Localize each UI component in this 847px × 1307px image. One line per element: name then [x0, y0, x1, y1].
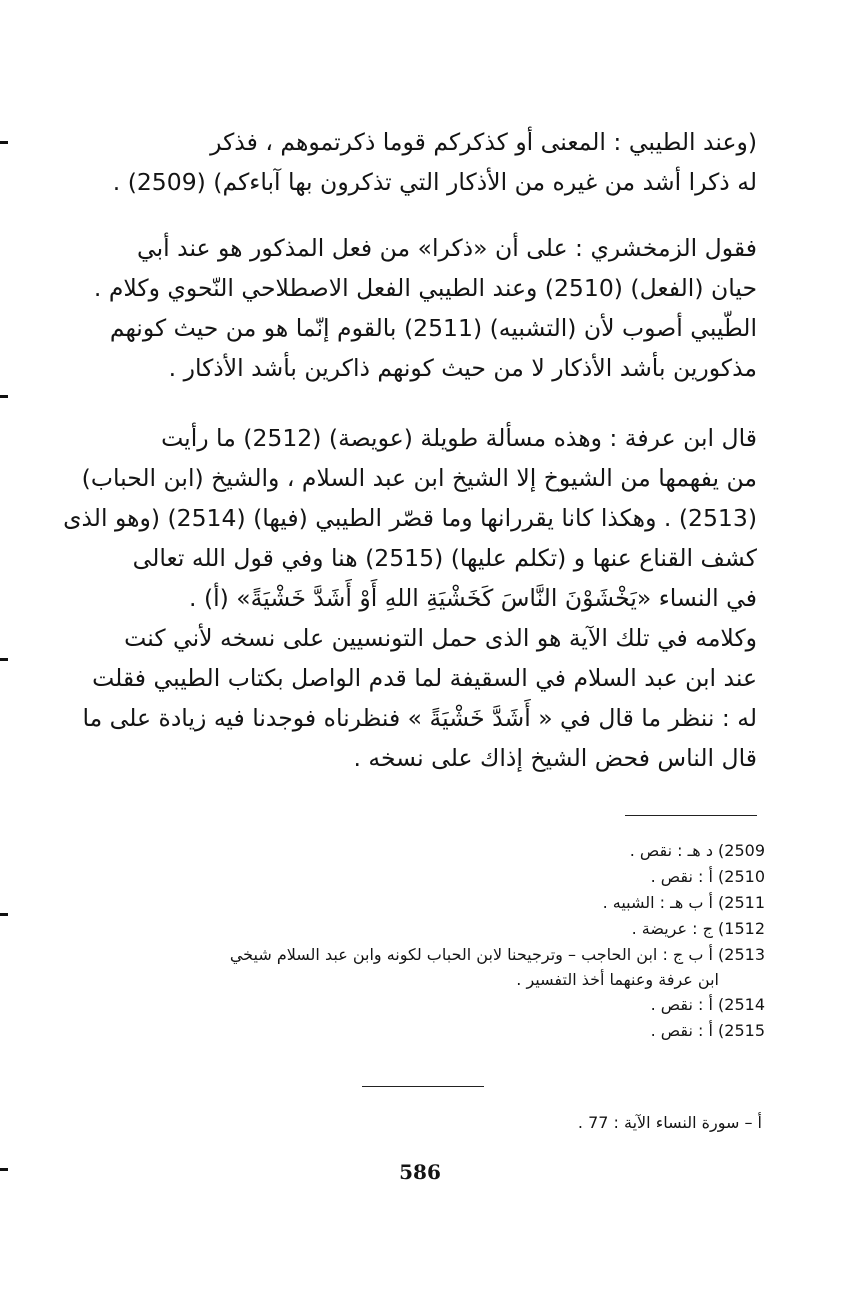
- footnote-item: [82, 916, 765, 942]
- footnote-number: 1512): [718, 919, 765, 938]
- footnote-continuation: ابن عرفة وعنهما أخذ التفسير .: [516, 970, 719, 989]
- scan-edge-mark: [0, 395, 8, 398]
- footnote-text: ج : عريضة .: [631, 919, 713, 938]
- paragraph-3: [63, 418, 757, 778]
- text-line: في النساء «يَخْشَوْنَ النَّاسَ كَخَشْيَةِ اللهِ أَوْ أَشَدَّ خَشْيَةً» (أ) .: [189, 584, 757, 612]
- footnote-number: 2509): [718, 841, 765, 860]
- text-line: عند ابن عبد السلام في السقيفة لما قدم الواصل بكتاب الطيبي فقلت: [92, 664, 757, 692]
- footnote-item: [82, 838, 765, 864]
- footnote-number: 2514): [718, 995, 765, 1014]
- text-line: قال الناس فحض الشيخ إذاك على نسخه .: [353, 744, 757, 772]
- scan-edge-mark: [0, 913, 8, 916]
- text-line: فقول الزمخشري : على أن «ذكرا» من فعل المذكور هو عند أبي: [136, 234, 757, 262]
- text-line: كشف القناع عنها و (تكلم عليها) (2515) هنا وفي قول الله تعالى: [132, 544, 757, 572]
- text-line: حيان (الفعل) (2510) وعند الطيبي الفعل الاصطلاحي النّحوي وكلام .: [93, 274, 757, 302]
- footnote-separator: [625, 815, 757, 816]
- scan-edge-mark: [0, 1168, 8, 1171]
- footnote-number: 2515): [718, 1021, 765, 1040]
- verse-reference-note: أ – سورة النساء الآية : 77 .: [577, 1113, 762, 1132]
- text-line: مذكورين بأشد الأذكار لا من حيث كونهم ذاكرين بأشد الأذكار .: [168, 354, 757, 382]
- footnote-text: د هـ : نقص .: [629, 841, 713, 860]
- text-line: من يفهمها من الشيوخ إلا الشيخ ابن عبد السلام ، والشيخ (ابن الحباب): [81, 464, 757, 492]
- footnote-item: [82, 890, 765, 916]
- footnote-item: [82, 942, 765, 992]
- footnote-number: 2513): [718, 945, 765, 964]
- text-line: (وعند الطيبي : المعنى أو كذكركم قوما ذكرتموهم ، فذكر: [210, 128, 757, 156]
- text-line: قال ابن عرفة : وهذه مسألة طويلة (عويصة) (2512) ما رأيت: [161, 424, 757, 452]
- text-line: (2513) . وهكذا كانا يقررانها وما قصّر الطيبي (فيها) (2514) (وهو الذى: [63, 504, 757, 532]
- footnote-text: أ : نقص .: [650, 1021, 713, 1040]
- footnotes-list: [82, 838, 765, 1044]
- text-line: له ذكرا أشد من غيره من الأذكار التي تذكرون بها آباءكم) (2509) .: [112, 168, 757, 196]
- footnote-text: أ ب ج : ابن الحاجب – وترجيحنا لابن الحباب لكونه وابن عبد السلام شيخي: [229, 945, 713, 964]
- verse-note-separator: [362, 1086, 484, 1087]
- footnote-number: 2511): [718, 893, 765, 912]
- scan-edge-mark: [0, 141, 8, 144]
- paragraph-1: [92, 122, 757, 202]
- scan-edge-mark: [0, 658, 8, 661]
- text-line: له : ننظر ما قال في « أَشَدَّ خَشْيَةً » فنظرناه فوجدنا فيه زيادة على ما: [82, 704, 757, 732]
- footnote-text: أ : نقص .: [650, 995, 713, 1014]
- text-line: وكلامه في تلك الآية هو الذى حمل التونسيين على نسخه لأني كنت: [124, 624, 757, 652]
- paragraph-2: [92, 228, 757, 388]
- footnote-item: [82, 1018, 765, 1044]
- footnote-text: أ : نقص .: [650, 867, 713, 886]
- text-line: الطّيبي أصوب لأن (التشبيه) (2511) بالقوم إنّما هو من حيث كونهم: [109, 314, 757, 342]
- footnote-item: [82, 864, 765, 890]
- footnote-number: 2510): [718, 867, 765, 886]
- footnote-text: أ ب هـ : الشبيه .: [602, 893, 713, 912]
- page-number: 586: [399, 1160, 441, 1184]
- footnote-item: [82, 992, 765, 1018]
